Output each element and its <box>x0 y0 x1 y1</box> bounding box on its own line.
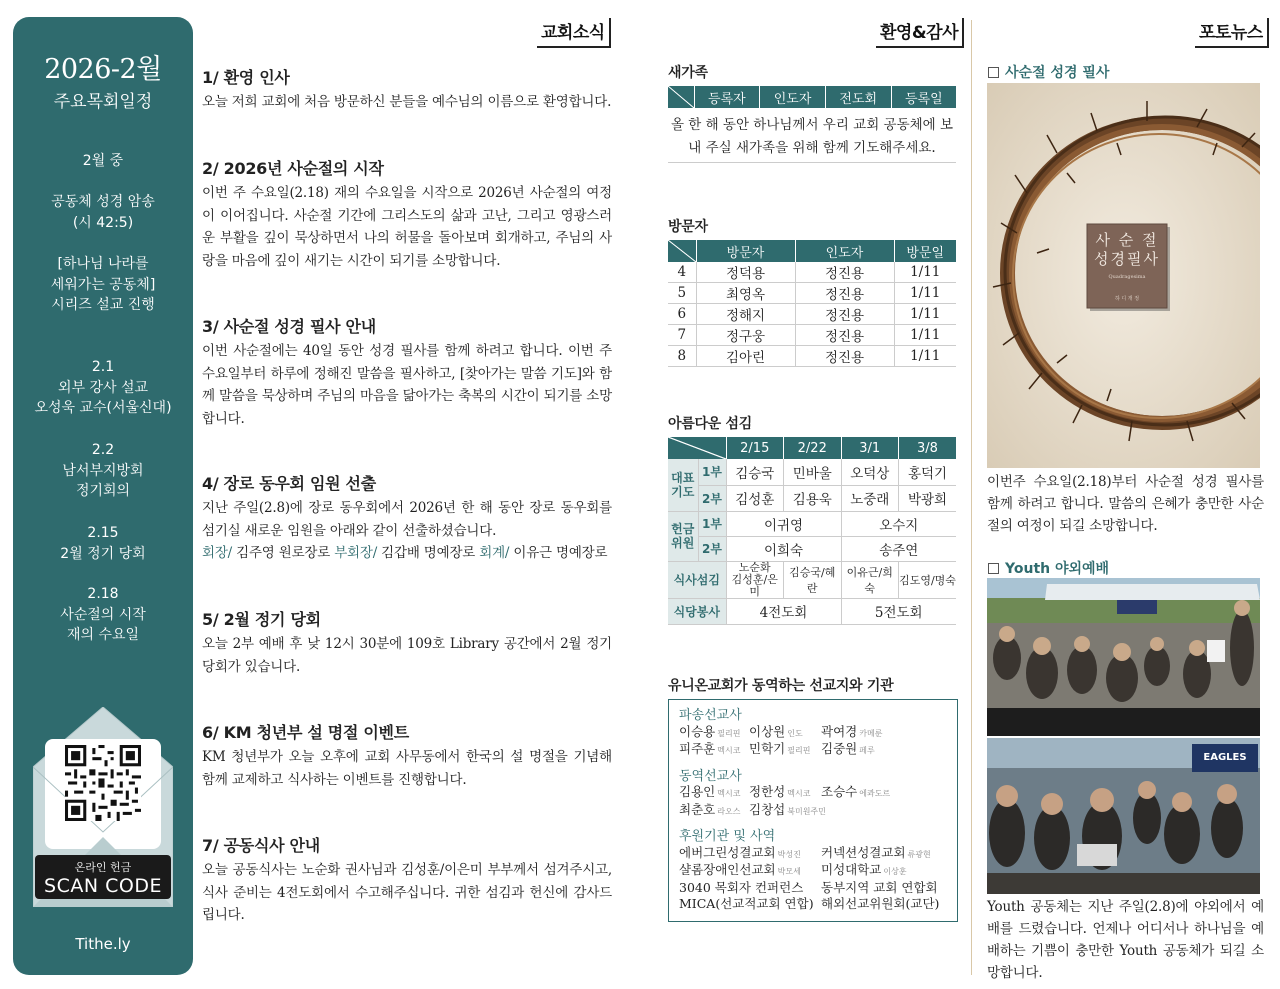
schedule-block: 2.1 외부 강사 설교 오성욱 교수(서울신대) <box>34 359 172 416</box>
new-family-title: 새가족 <box>668 65 708 81</box>
news-body: KM 청년부가 오늘 오후에 교회 사무동에서 한국의 설 명절을 기념해 함께 교제하고 식사하는 이벤트를 진행합니다. <box>202 749 612 788</box>
table-row: 4 정덕용 정진용 1/11 <box>668 262 956 283</box>
news-item <box>202 607 612 678</box>
list-item: 샬롬장애인선교회 박모세 미성대학교 이상훈 <box>679 862 907 877</box>
table-row: 식당봉사 4전도회 5전도회 <box>668 598 956 624</box>
youth-outdoor-photo-icon <box>987 578 1260 736</box>
table-row: 헌금 위원 1부 이귀영 오수지 <box>668 511 956 536</box>
table-row: 식사섬김 노순화 김성훈/은미 김승국/혜란 이유근/희숙 김도영/명숙 <box>668 561 956 598</box>
new-family-table: 등록자 인도자 전도회 등록일 <box>668 86 956 108</box>
news-item <box>202 65 612 114</box>
news-item <box>202 720 612 791</box>
welcome-section-header: 환영&감사 <box>876 18 964 48</box>
photo-section-header: 포토뉴스 <box>1195 18 1269 48</box>
news-title: 4/ 장로 동우회 임원 선출 <box>202 474 376 493</box>
table-row: 대표 기도 1부 김승국 민바울 오덕상 홍덕기 <box>668 459 956 485</box>
news-title: 1/ 환영 인사 <box>202 68 290 87</box>
photo-label: Youth 야외예배 <box>988 558 1109 578</box>
schedule-sidebar <box>13 17 193 975</box>
missions-section <box>668 675 958 922</box>
news-item <box>202 833 612 927</box>
news-body: 오늘 저희 교회에 처음 방문하신 분들을 예수님의 이름으로 환영합니다. <box>202 94 612 110</box>
list-item: 김용인 멕시코 정한성 멕시코 조승수 에콰도르 <box>679 784 891 799</box>
news-body: 오늘 공동식사는 노순화 권사님과 김성훈/이은미 부부께서 섬겨주시고, 식사 준비는 4전도회에서 수고해주십니다. 귀한 섬김과 헌신에 감사드립니다. <box>202 862 612 923</box>
schedule-block: 2월 중 <box>82 153 124 169</box>
column-divider <box>971 20 972 975</box>
list-item: MICA(선교적교회 연합) 해외선교위원회(교단) <box>679 896 940 911</box>
list-item: 피주훈 멕시코 민학기 필리핀 김중원 페루 <box>679 741 875 756</box>
missions-box <box>668 699 958 922</box>
schedule-block: [하나님 나라를 세워가는 공동체] 시리즈 설교 진행 <box>50 256 156 313</box>
missions-title: 유니온교회가 동역하는 선교지와 기관 <box>668 678 894 694</box>
news-title: 7/ 공동식사 안내 <box>202 836 320 855</box>
table-row: 6 정해지 정진용 1/11 <box>668 304 956 325</box>
table-row: 5 최영옥 정진용 1/11 <box>668 283 956 304</box>
youth-photo-top <box>987 578 1260 736</box>
youth-photo-bottom <box>987 738 1260 894</box>
officer-list: 회장/ 김주영 원로장로 부회장/ 김갑배 명예장로 회계/ 이유근 명예장로 <box>202 545 608 561</box>
table-row: 2부 이희숙 송주연 <box>668 536 956 561</box>
news-title: 5/ 2월 정기 당회 <box>202 610 321 629</box>
table-row: 8 김아린 정진용 1/11 <box>668 346 956 367</box>
book-publisher: 하 디 개 정 <box>1114 296 1140 302</box>
sidebar-subtitle: 주요목회일정 <box>53 92 153 112</box>
news-body: 이번 주 수요일(2.18) 재의 수요일을 시작으로 2026년 사순절의 여정이 이어집니다. 사순절 기간에 그리스도의 삶과 고난, 그리고 영광스러운 부활을 깊이 묵상하면서 나의 허물을 돌아보며 회개하고, 주님의 사랑을 마음에 깊이 새기는 시간이 되기를 소망합니다. <box>202 185 612 269</box>
tithe-link[interactable]: Tithe.ly <box>75 935 131 953</box>
photo-caption: 이번주 수요일(2.18)부터 사순절 성경 필사를 함께 하려고 합니다. 말씀의 은혜가 충만한 사순절의 여정이 되길 소망합니다. <box>987 474 1264 534</box>
news-title: 2/ 2026년 사순절의 시작 <box>202 159 384 178</box>
list-item: 최춘호 라오스 김창섭 북미원주민 <box>679 801 826 817</box>
visitors-table: 방문자 인도자 방문일 4 정덕용 정진용 1/11 5 최영옥 정진용 1/11 6 정해지 정진용 1/11 7 정구웅 정진용 1/11 8 김아린 정진용 1/11 <box>668 240 956 367</box>
new-family-section <box>668 62 956 163</box>
checkbox-icon <box>988 67 999 78</box>
mission-group-title: 후원기관 및 사역 <box>679 829 776 844</box>
photo-label: 사순절 성경 필사 <box>988 62 1109 82</box>
table-row: 2부 김성훈 김용욱 노중래 박광희 <box>668 485 956 511</box>
table-corner <box>668 437 726 459</box>
table-row: 7 정구웅 정진용 1/11 <box>668 325 956 346</box>
schedule-block: 공동체 성경 암송 (시 42:5) <box>51 194 155 231</box>
table-corner <box>668 240 696 262</box>
new-family-message: 올 한 해 동안 하나님께서 우리 교회 공동체에 보내 주실 새가족을 위해 함께 기도해주세요. <box>668 108 956 163</box>
news-title: 6/ KM 청년부 설 명절 이벤트 <box>202 723 409 742</box>
news-item <box>202 156 612 272</box>
eagles-banner: EAGLES <box>1203 752 1247 763</box>
crown-of-thorns-photo <box>987 83 1260 468</box>
book-subtitle: Quadragesima <box>1108 274 1146 280</box>
list-item: 이승용 필리핀 이상원 인도 곽여경 카메룬 <box>679 723 883 739</box>
scan-code-label[interactable]: 온라인 헌금 SCAN CODE <box>35 855 171 899</box>
visitors-section <box>668 216 956 367</box>
photo-caption: Youth 공동체는 지난 주일(2.8)에 야외에서 예배를 드렸습니다. 언제나 어디서나 하나님을 예배하는 기쁨이 충만한 Youth 공동체가 되길 소망합니다. <box>987 899 1264 981</box>
service-section <box>668 413 956 625</box>
mission-group-title: 동역선교사 <box>679 768 742 784</box>
list-item: 3040 목회자 컨퍼런스 동부지역 교회 연합회 <box>679 879 938 895</box>
schedule-block: 2.18 사순절의 시작 재의 수요일 <box>60 586 146 643</box>
news-title: 3/ 사순절 성경 필사 안내 <box>202 317 376 336</box>
qr-envelope[interactable] <box>33 707 173 907</box>
news-section-header: 교회소식 <box>537 18 611 48</box>
book-title: 사 순 절 성경필사 <box>1094 231 1160 268</box>
table-corner <box>668 86 694 108</box>
news-body: 오늘 2부 예배 후 낮 12시 30분에 109호 Library 공간에서 2월 정기 당회가 있습니다. <box>202 636 612 675</box>
schedule-block: 2.15 2월 정기 당회 <box>60 525 146 562</box>
qr-code-icon[interactable] <box>65 745 141 821</box>
visitors-title: 방문자 <box>668 219 708 235</box>
news-body: 지난 주일(2.8)에 장로 동우회에서 2026년 한 해 동안 장로 동우회를 섬기실 새로운 임원을 아래와 같이 선출하셨습니다. <box>202 500 612 539</box>
news-item <box>202 314 612 430</box>
checkbox-icon <box>988 563 999 574</box>
sidebar-year-month: 2026-2월 <box>44 54 162 85</box>
news-body: 이번 사순절에는 40일 동안 성경 필사를 함께 하려고 합니다. 이번 주 수요일부터 하루에 정해진 말씀을 필사하고, [찾아가는 말씀 기도]와 함께 말씀을 묵상하며 주님의 마음을 닮아가는 축복의 시간이 되기를 소망합니다. <box>202 343 612 427</box>
list-item: 에버그린성결교회 박성진 커넥션성결교회 류광현 <box>679 844 931 860</box>
schedule-block: 2.2 남서부지방회 정기회의 <box>62 442 144 499</box>
service-title: 아름다운 섬김 <box>668 416 752 432</box>
mission-group-title: 파송선교사 <box>679 708 742 723</box>
news-item <box>202 471 612 565</box>
service-table: 2/15 2/22 3/1 3/8 대표 기도 1부 김승국 민바울 오덕상 홍덕기 2부 김성훈 김용욱 노중래 박광희 헌금 위원 1부 이귀영 오수지 2부 이희숙 송주연 식사섬김 노순화 김성훈/은미 김승국/혜란 이유근/희숙 김도영/명숙 식당봉사 4전도회 5전도회 <box>668 437 956 625</box>
